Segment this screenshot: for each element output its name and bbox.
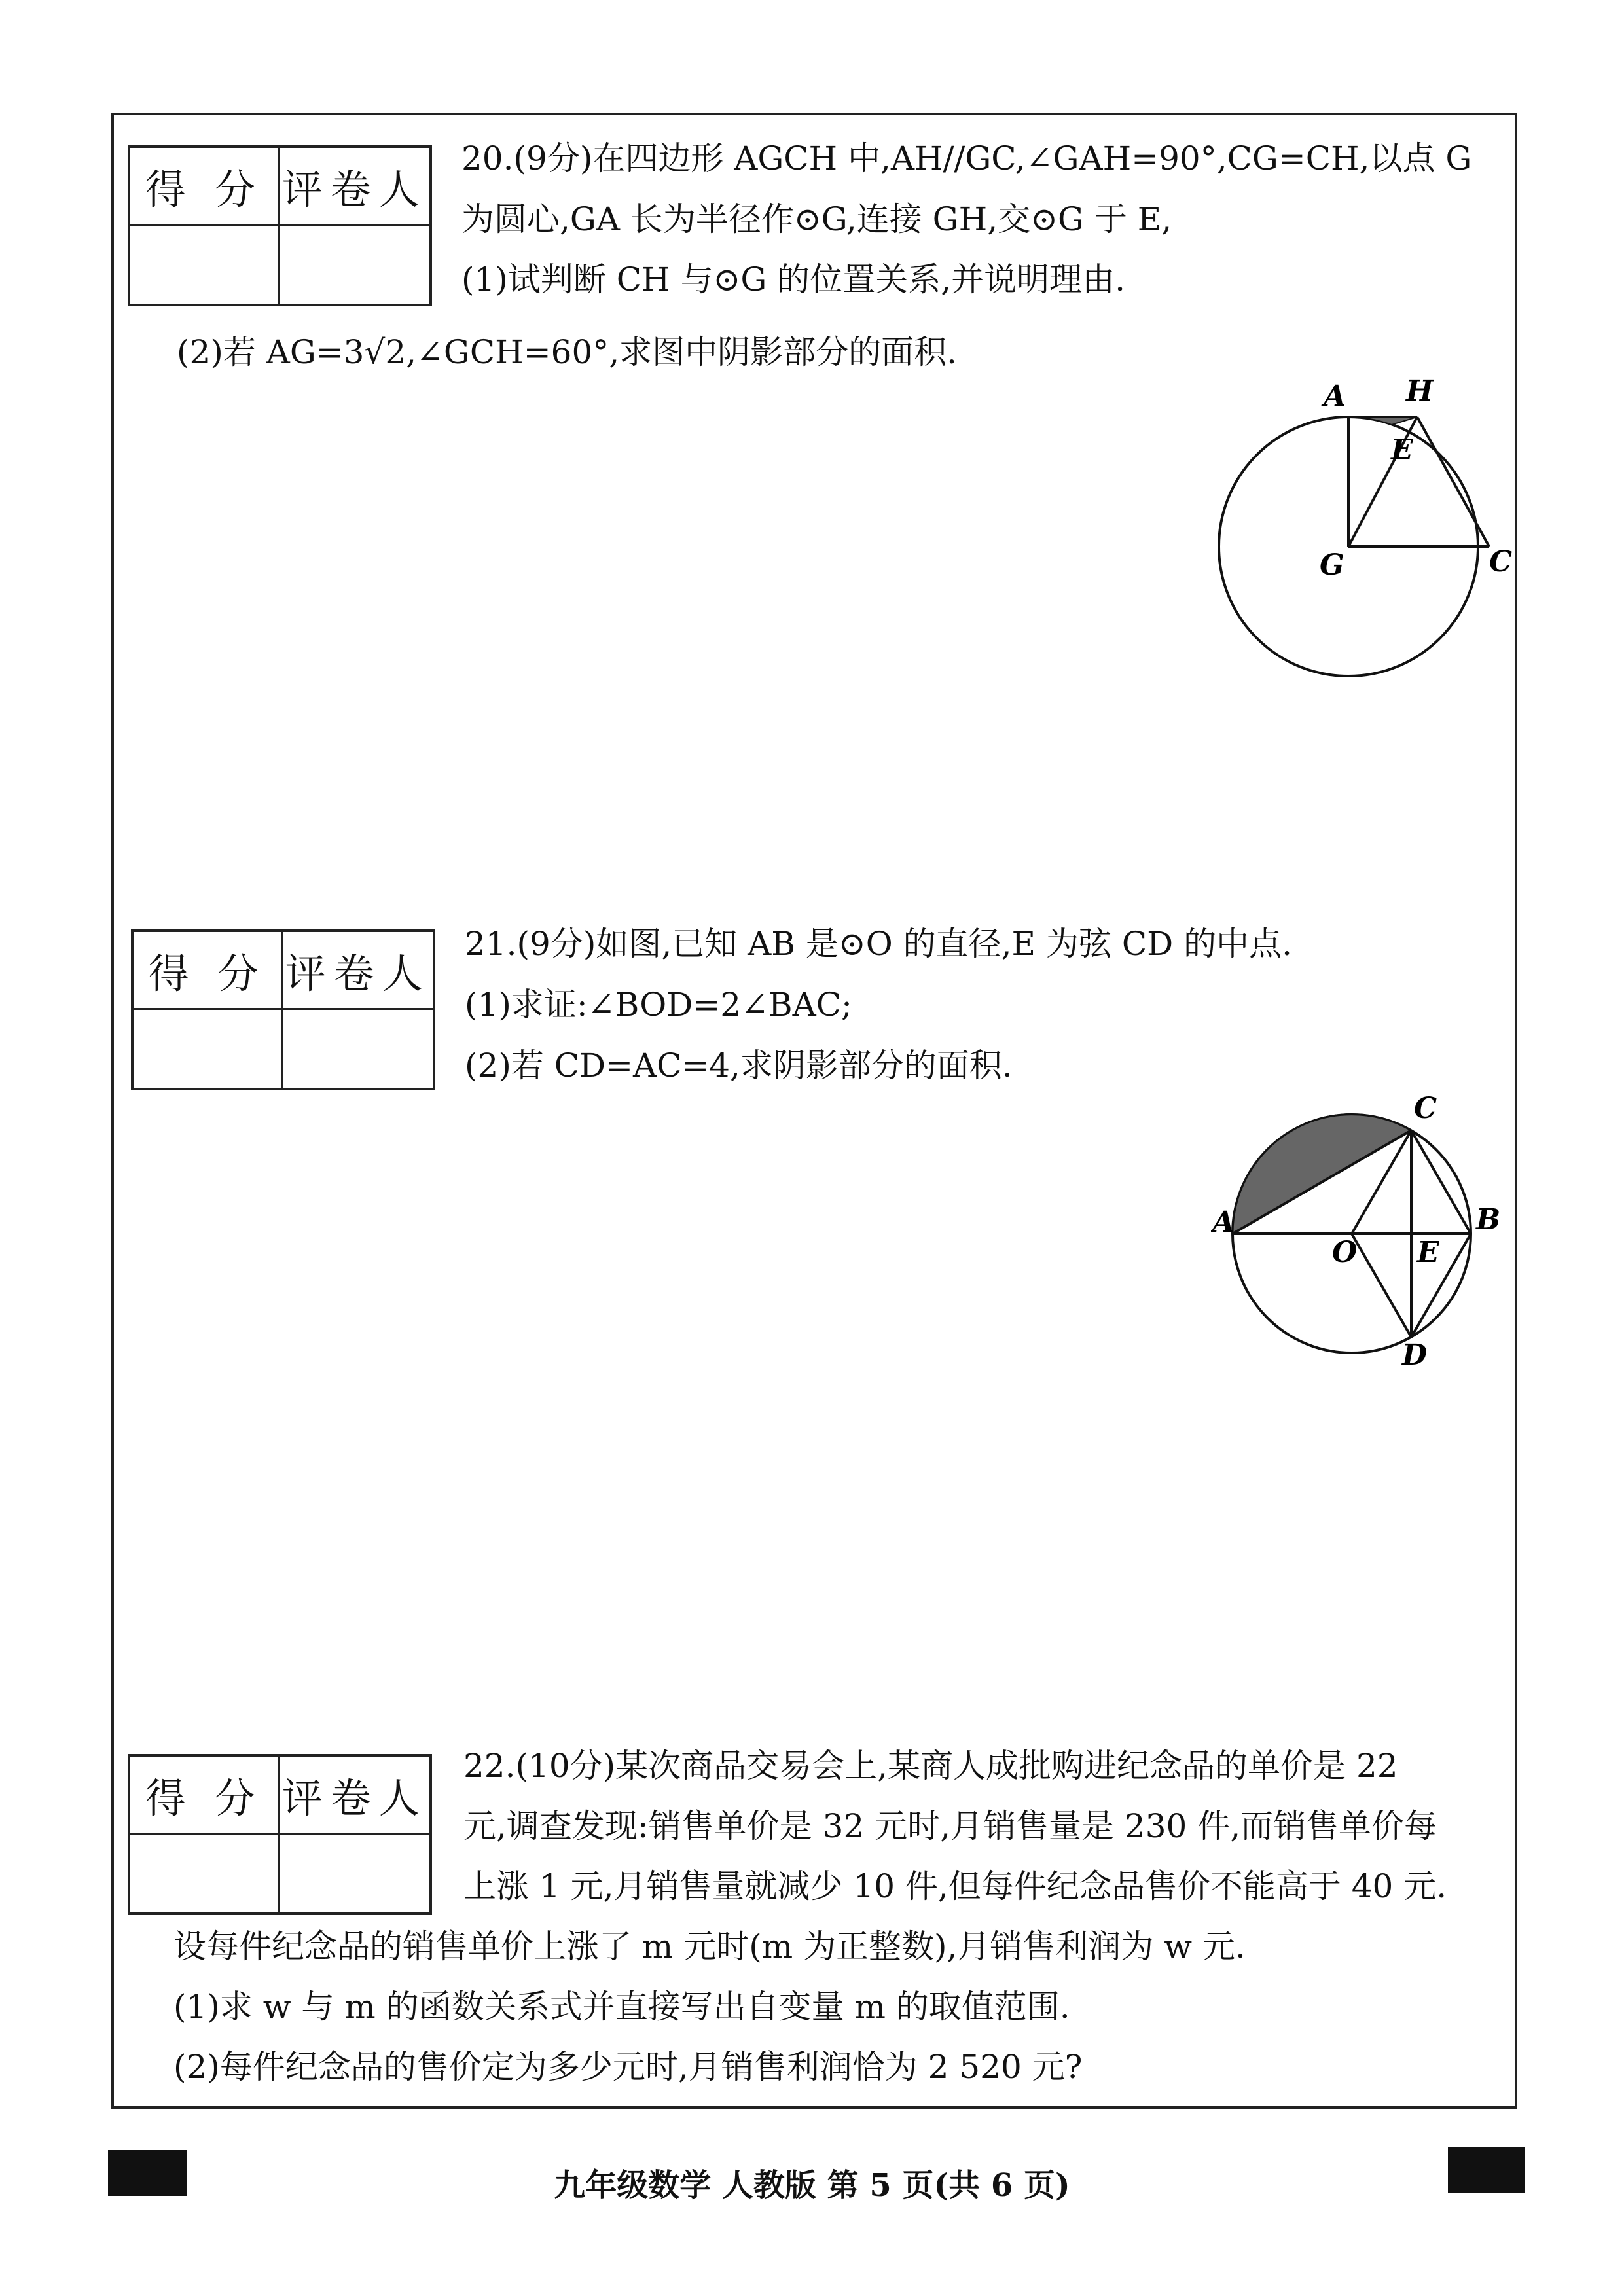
q20-label-h: H xyxy=(1406,374,1434,408)
q21-label-d: D xyxy=(1402,1338,1428,1372)
q22-part2: (2)每件纪念品的售价定为多少元时,月销售利润恰为 2 520 元? xyxy=(173,2048,1083,2086)
q21-shaded-segment xyxy=(1233,1115,1411,1234)
q20-part2: (2)若 AG=3√2,∠GCH=60°,求图中阴影部分的面积. xyxy=(177,333,958,371)
q22-line2: 元,调查发现:销售单价是 32 元时,月销售量是 230 件,而销售单价每 xyxy=(463,1807,1437,1845)
q20-line1: 20.(9分)在四边形 AGCH 中,AH//GC,∠GAH=90°,CG=CH,以点 G xyxy=(461,139,1472,177)
score-cell[interactable] xyxy=(130,1835,280,1912)
grader-cell[interactable] xyxy=(280,1835,430,1912)
q20-line2: 为圆心,GA 长为半径作⊙G,连接 GH,交⊙G 于 E, xyxy=(461,200,1172,238)
q22-line1: 22.(10分)某次商品交易会上,某商人成批购进纪念品的单价是 22 xyxy=(463,1747,1398,1785)
q21-seg-od xyxy=(1352,1234,1411,1337)
page-footer: 九年级数学 人教版 第 5 页(共 6 页) xyxy=(554,2167,1070,2204)
q21-figure xyxy=(1211,1086,1525,1381)
q20-figure xyxy=(1198,373,1519,687)
q21-seg-bc xyxy=(1411,1130,1471,1234)
q20-seg-ch xyxy=(1417,417,1489,547)
q22-line4: 设每件纪念品的销售单价上涨了 m 元时(m 为正整数),月销售利润为 w 元. xyxy=(173,1928,1246,1965)
q22-part1: (1)求 w 与 m 的函数关系式并直接写出自变量 m 的取值范围. xyxy=(173,1988,1070,2026)
score-box-q20 xyxy=(128,145,432,306)
q20-label-c: C xyxy=(1489,545,1513,579)
q20-part1: (1)试判断 CH 与⊙G 的位置关系,并说明理由. xyxy=(461,260,1125,298)
q21-part2: (2)若 CD=AC=4,求阴影部分的面积. xyxy=(465,1047,1013,1085)
q20-label-g: G xyxy=(1320,548,1344,582)
score-box-q21 xyxy=(131,929,435,1090)
q21-label-a: A xyxy=(1212,1206,1235,1239)
q20-label-a: A xyxy=(1324,380,1346,413)
q21-label-c: C xyxy=(1414,1092,1437,1125)
score-cell[interactable] xyxy=(130,226,280,304)
q21-line1: 21.(9分)如图,已知 AB 是⊙O 的直径,E 为弦 CD 的中点. xyxy=(465,925,1292,963)
q21-label-e: E xyxy=(1417,1236,1439,1269)
q21-part1: (1)求证:∠BOD=2∠BAC; xyxy=(465,986,852,1024)
q22-line3: 上涨 1 元,月销售量就减少 10 件,但每件纪念品售价不能高于 40 元. xyxy=(463,1867,1447,1905)
q21-label-b: B xyxy=(1476,1203,1501,1236)
q21-label-o: O xyxy=(1332,1236,1358,1269)
grader-cell[interactable] xyxy=(283,1010,433,1088)
grader-cell[interactable] xyxy=(280,226,430,304)
grader-label: 评卷人 xyxy=(283,932,433,1010)
score-label: 得 分 xyxy=(130,148,280,226)
score-cell[interactable] xyxy=(134,1010,283,1088)
grader-label: 评卷人 xyxy=(280,148,430,226)
q20-label-e: E xyxy=(1391,433,1413,467)
score-box-q22 xyxy=(128,1754,432,1915)
grader-label: 评卷人 xyxy=(280,1757,430,1835)
score-label: 得 分 xyxy=(134,932,283,1010)
score-label: 得 分 xyxy=(130,1757,280,1835)
